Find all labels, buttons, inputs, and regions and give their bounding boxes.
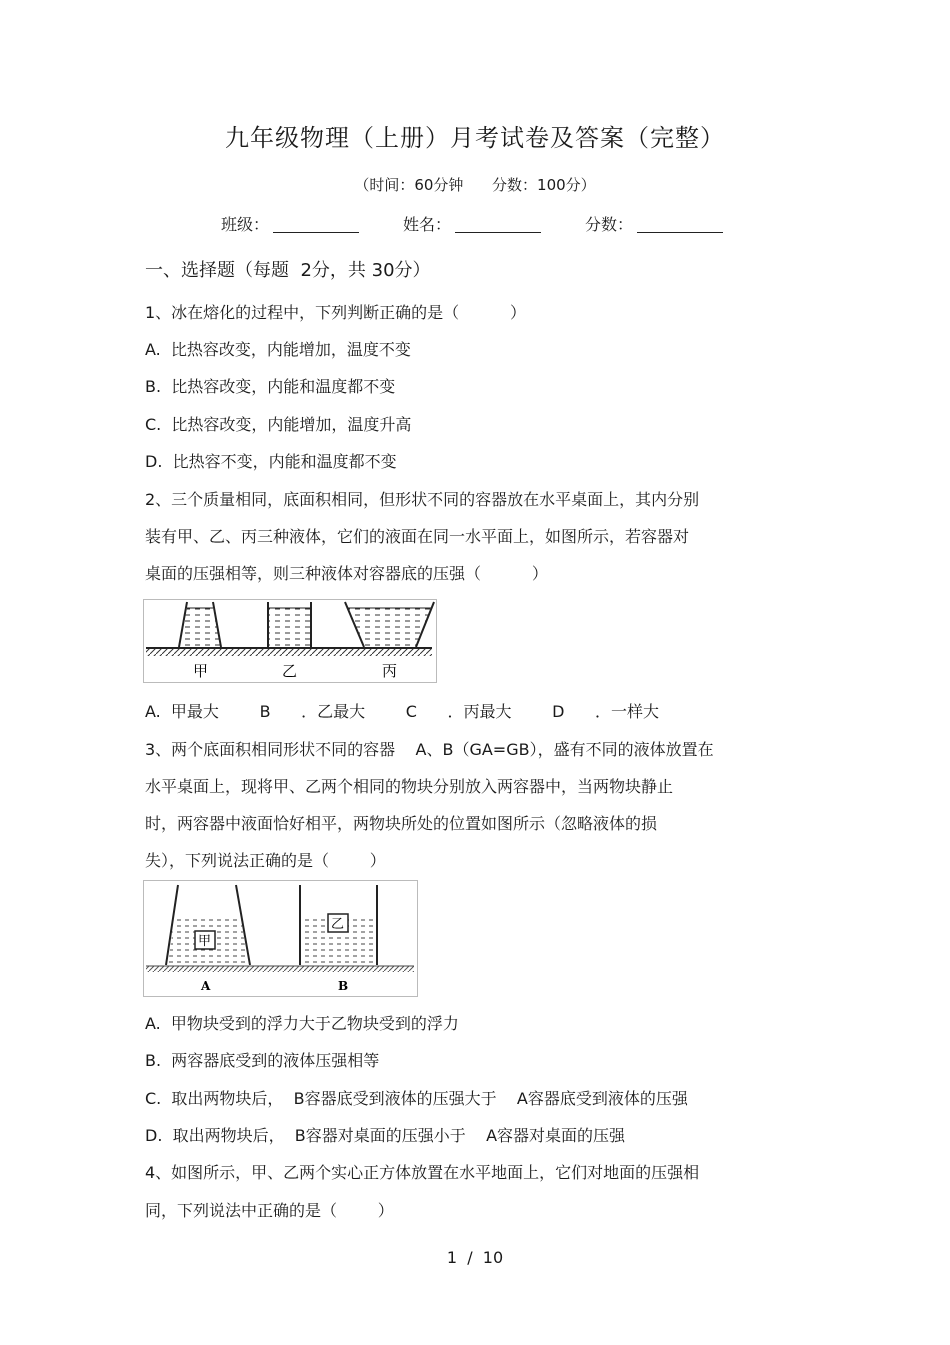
q1-option-d: D. 比热容不变，内能和温度都不变 (145, 452, 397, 471)
q2-stem-line3: 桌面的压强相等，则三种液体对容器底的压强（ ） (145, 564, 548, 583)
name-label: 姓名： (403, 215, 452, 234)
containers-ab-diagram (144, 881, 417, 996)
q3-option-b: B. 两容器底受到的液体压强相等 (145, 1051, 380, 1070)
score-blank (637, 216, 723, 233)
page-number: 1 / 10 (446, 1248, 504, 1267)
q1-stem: 1、冰在熔化的过程中，下列判断正确的是（ ） (145, 303, 527, 322)
q3-figure-two-containers (143, 880, 418, 997)
q3-stem-line2: 水平桌面上，现将甲、乙两个相同的物块分别放入两容器中，当两物块静止 (145, 777, 674, 796)
q1-option-a: A. 比热容改变，内能增加，温度不变 (145, 340, 411, 359)
q3-stem-line3: 时，两容器中液面恰好相平，两物块所处的位置如图所示（忽略液体的损 (145, 814, 658, 833)
exam-info: （时间：60分钟 分数：100分） (354, 176, 596, 194)
class-label: 班级： (221, 215, 270, 234)
q3-option-d: D. 取出两物块后， B容器对桌面的压强小于 A容器对桌面的压强 (145, 1126, 626, 1145)
score-field (585, 212, 723, 235)
name-blank (455, 216, 541, 233)
label-bing: 丙 (382, 662, 398, 680)
class-field (221, 212, 359, 235)
score-label: 分数： (585, 215, 634, 234)
q4-stem-line1: 4、如图所示，甲、乙两个实心正方体放置在水平地面上，它们对地面的压强相 (145, 1163, 700, 1182)
q3-stem-line1: 3、两个底面积相同形状不同的容器 A、B（GA=GB），盛有不同的液体放置在 (145, 740, 714, 759)
name-field (403, 212, 541, 235)
q2-stem-line2: 装有甲、乙、丙三种液体，它们的液面在同一水平面上，如图所示，若容器对 (145, 527, 690, 546)
container-label-a: A (201, 979, 211, 993)
container-label-b: B (338, 979, 349, 993)
q3-option-a: A. 甲物块受到的浮力大于乙物块受到的浮力 (145, 1014, 459, 1033)
q4-stem-line2: 同，下列说法中正确的是（ ） (145, 1201, 394, 1220)
class-blank (273, 216, 359, 233)
page-title: 九年级物理（上册）月考试卷及答案（完整） (225, 124, 725, 152)
label-jia: 甲 (193, 662, 209, 680)
containers-diagram (144, 600, 436, 682)
q3-stem-line4: 失），下列说法正确的是（ ） (145, 851, 386, 870)
section-heading-choice: 一、选择题（每题 2分，共 30分） (145, 260, 431, 281)
q2-options: A. 甲最大 B ．乙最大 C ．丙最大 D ．一样大 (145, 702, 660, 721)
q3-option-c: C. 取出两物块后， B容器底受到液体的压强大于 A容器底受到液体的压强 (145, 1089, 688, 1108)
q1-option-c: C. 比热容改变，内能增加，温度升高 (145, 415, 412, 434)
q1-option-b: B. 比热容改变，内能和温度都不变 (145, 377, 396, 396)
label-yi: 乙 (282, 662, 298, 680)
block-label-yi: 乙 (331, 917, 345, 932)
q2-stem-line1: 2、三个质量相同，底面积相同，但形状不同的容器放在水平桌面上，其内分别 (145, 490, 700, 509)
q2-figure-three-containers (143, 599, 437, 683)
block-label-jia: 甲 (198, 934, 212, 949)
